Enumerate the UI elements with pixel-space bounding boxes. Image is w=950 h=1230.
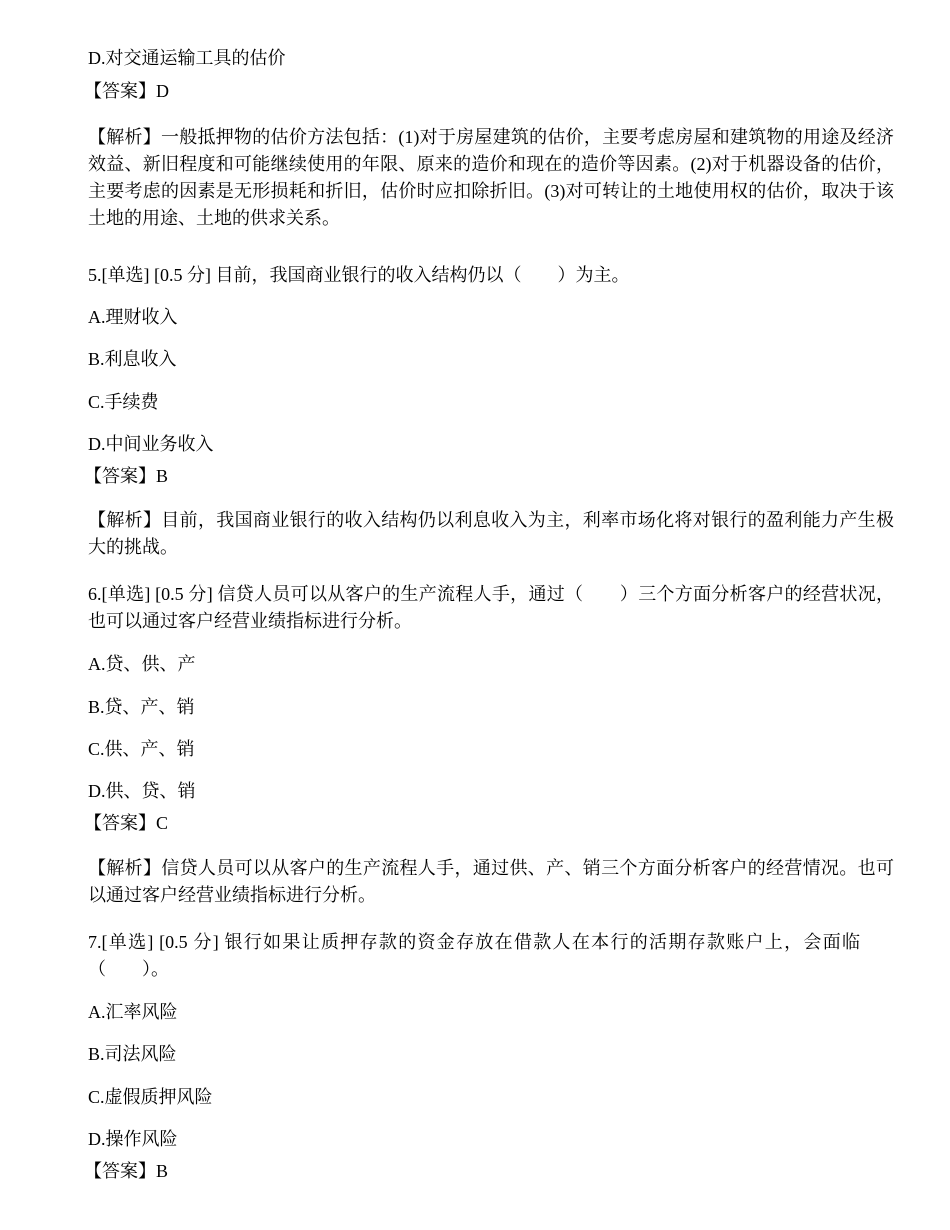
q4-option-d: D.对交通运输工具的估价	[88, 48, 286, 68]
q6-option-a: A.贷、供、产	[88, 654, 196, 674]
q5-stem: 5.[单选] [0.5 分] 目前，我国商业银行的收入结构仍以（ ）为主。	[88, 265, 630, 285]
q5-option-d: D.中间业务收入	[88, 434, 214, 454]
q4-answer: 【答案】D	[84, 81, 169, 101]
q6-option-c: C.供、产、销	[88, 739, 195, 759]
q5-answer: 【答案】B	[84, 466, 169, 486]
q6-option-d: D.供、贷、销	[88, 781, 196, 801]
q7-option-b: B.司法风险	[88, 1044, 177, 1064]
q5-option-b: B.利息收入	[88, 349, 177, 369]
q7-option-d: D.操作风险	[88, 1129, 178, 1149]
q6-explanation: 【解析】信贷人员可以从客户的生产流程人手，通过供、产、销三个方面分析客户的经营情况。也可以通过客户经营业绩指标进行分析。	[88, 858, 894, 905]
q7-option-a: A.汇率风险	[88, 1002, 178, 1022]
q4-explanation: 【解析】一般抵押物的估价方法包括：(1)对于房屋建筑的估价，主要考虑房屋和建筑物的用途及经济效益、新旧程度和可能继续使用的年限、原来的造价和现在的造价等因素。(2)对于机器设备的估价，主要考虑的因素是无形损耗和折旧，估价时应扣除折旧。(3)对可转让的土地使用权的估价，取决于该土地的用途、土地的供求关系。	[88, 127, 894, 228]
q7-stem: 7.[单选] [0.5 分] 银行如果让质押存款的资金存放在借款人在本行的活期存款账户上，会面临（ ）。	[88, 932, 860, 979]
q5-option-c: C.手续费	[88, 392, 159, 412]
q5-explanation: 【解析】目前，我国商业银行的收入结构仍以利息收入为主，利率市场化将对银行的盈利能力产生极大的挑战。	[88, 510, 894, 557]
q5-option-a: A.理财收入	[88, 307, 178, 327]
q6-answer: 【答案】C	[84, 813, 169, 833]
q6-stem: 6.[单选] [0.5 分] 信贷人员可以从客户的生产流程人手，通过（ ）三个方面分析客户的经营状况，也可以通过客户经营业绩指标进行分析。	[88, 584, 894, 631]
q7-answer: 【答案】B	[84, 1161, 169, 1181]
q7-option-c: C.虚假质押风险	[88, 1087, 213, 1107]
q6-option-b: B.贷、产、销	[88, 697, 195, 717]
